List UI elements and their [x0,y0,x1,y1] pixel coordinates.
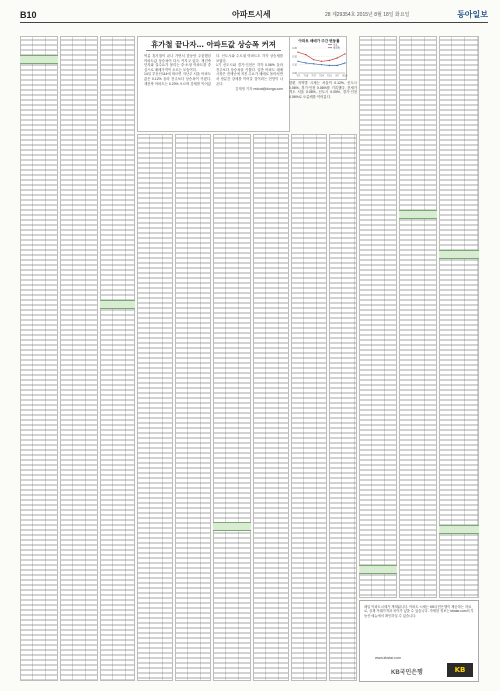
chart-legend-label: 서울 [333,43,338,47]
price-table-column-2 [60,36,98,681]
price-table-column-9 [329,134,357,681]
chart-data-point [297,51,298,52]
chart-data-point [297,61,298,62]
page-number: B10 [20,10,37,20]
price-table-column-8 [291,134,327,681]
section-banner [439,525,479,534]
chart-x-tick-label: 7/31 [327,74,332,78]
ad-brand-name: KB국민은행 [391,670,423,676]
chart-data-point [336,65,337,66]
article-byline: 김재영 기자 redcat@donga.com [235,87,283,92]
chart-data-point [305,54,306,55]
article-paragraph: 여름 휴가철이 끝나 가면서 한동안 주춤했던 아파트값 상승폭이 다시 커지고 있다. 재건축 단지와 실수요가 몰리는 중·소형 아파트를 중심으로 매매가격이 오르는 모습이다. [144,54,211,72]
chart-svg [290,37,348,81]
price-table-column-6 [213,134,251,681]
chart-x-tick-label: 8/14 [342,74,348,78]
kb-advertisement[interactable] [359,600,479,682]
section-banner [100,300,135,309]
chart-y-tick-label: 0.10 [292,63,297,67]
chart-data-point [329,65,330,66]
chart-data-point [313,59,314,60]
chart-data-point [344,53,345,54]
chart-y-tick-label: 0.00 [292,72,297,75]
chart-x-tick-label: 7/24 [319,74,324,78]
ad-website[interactable]: www.kbstar.com [375,656,401,660]
price-table-column-1 [20,36,58,681]
chart-y-tick-label: 0.20 [292,55,297,59]
section-banner [359,565,397,574]
ad-logo-bar [363,656,475,677]
chart-x-tick-label: 7/3 [296,74,300,78]
article-headline: 휴가철 끝나자… 아파트값 상승폭 커져 [151,40,276,49]
price-table-column-5 [175,134,211,681]
price-table-column-4 [137,134,173,681]
ad-notice-text: 매일 아파트시세가 게재됩니다. 아파트 시세는 KB국민은행이 제공하는 자료로, 실제 거래가격과 차이가 있을 수 있습니다. 자세한 정보는 kbstar.com의 부동산 메뉴에서 확인하실 수 있습니다. [364,605,474,618]
chart-data-point [305,62,306,63]
chart-y-tick-label: 0.30 [292,47,297,50]
paper-name: 동아일보 [457,10,488,19]
chart-data-point [336,57,337,58]
price-table-column-10 [359,36,397,598]
section-banner [20,55,58,64]
masthead [20,8,488,23]
chart-data-point [329,60,330,61]
chart-legend-label: 재건축 [333,46,340,50]
chart-data-point [321,64,322,65]
article-paragraph: 14일 부동산114에 따르면 지난주 서울 아파트 값은 0.12% 올라 전주보다 상승폭이 커졌다. 재건축 아파트는 0.23% 오르며 강세를 이어갔다. 신도시와 수도권 아파트도 각각 상승세를 보였다. [144,54,283,86]
price-table-column-11 [399,36,437,598]
price-table-column-3 [100,36,135,681]
section-banner [213,522,251,531]
chart-data-point [344,62,345,63]
chart-x-tick-label: 8/7 [335,74,339,78]
article-paragraph: 1기 신도시와 경기·인천은 각각 0.06% 올라 전주보다 상승폭을 키웠다. 일반 아파트 매매 시장은 전세난에 지친 수요가 매매로 돌아서면서 당분간 강세를 이어갈 것이라는 전망이 나온다. [216,63,283,86]
chart-data-point [321,61,322,62]
headline-rule [146,50,281,51]
chart-x-tick-label: 7/17 [311,74,316,78]
kb-logo-icon: KB [447,663,473,677]
price-table-column-7 [253,134,289,681]
section-banner [399,210,437,219]
chart-series-line [298,52,345,61]
issue-info: 28 제29354호 2015년 8월 18일 화요일 [325,12,410,18]
side-article-text: 한편 지역별 시세는 서울이 0.12%, 신도시 0.06%, 경기·인천 0.06%를 기록했다. 전세가격도 서울 0.08%, 신도시 0.05%, 경기·인천 0.06%로 오름세를 이어갔다. [289,81,357,99]
chart-data-point [313,63,314,64]
article-body [144,54,283,127]
chart-title: 아파트 매매가 주간 변동률 [298,39,340,43]
news-article [137,36,290,132]
price-table-column-12 [439,36,479,598]
section-title: 아파트시세 [232,10,271,19]
chart-x-tick-label: 7/10 [303,74,309,78]
price-change-chart [289,36,347,80]
section-banner [439,250,479,259]
